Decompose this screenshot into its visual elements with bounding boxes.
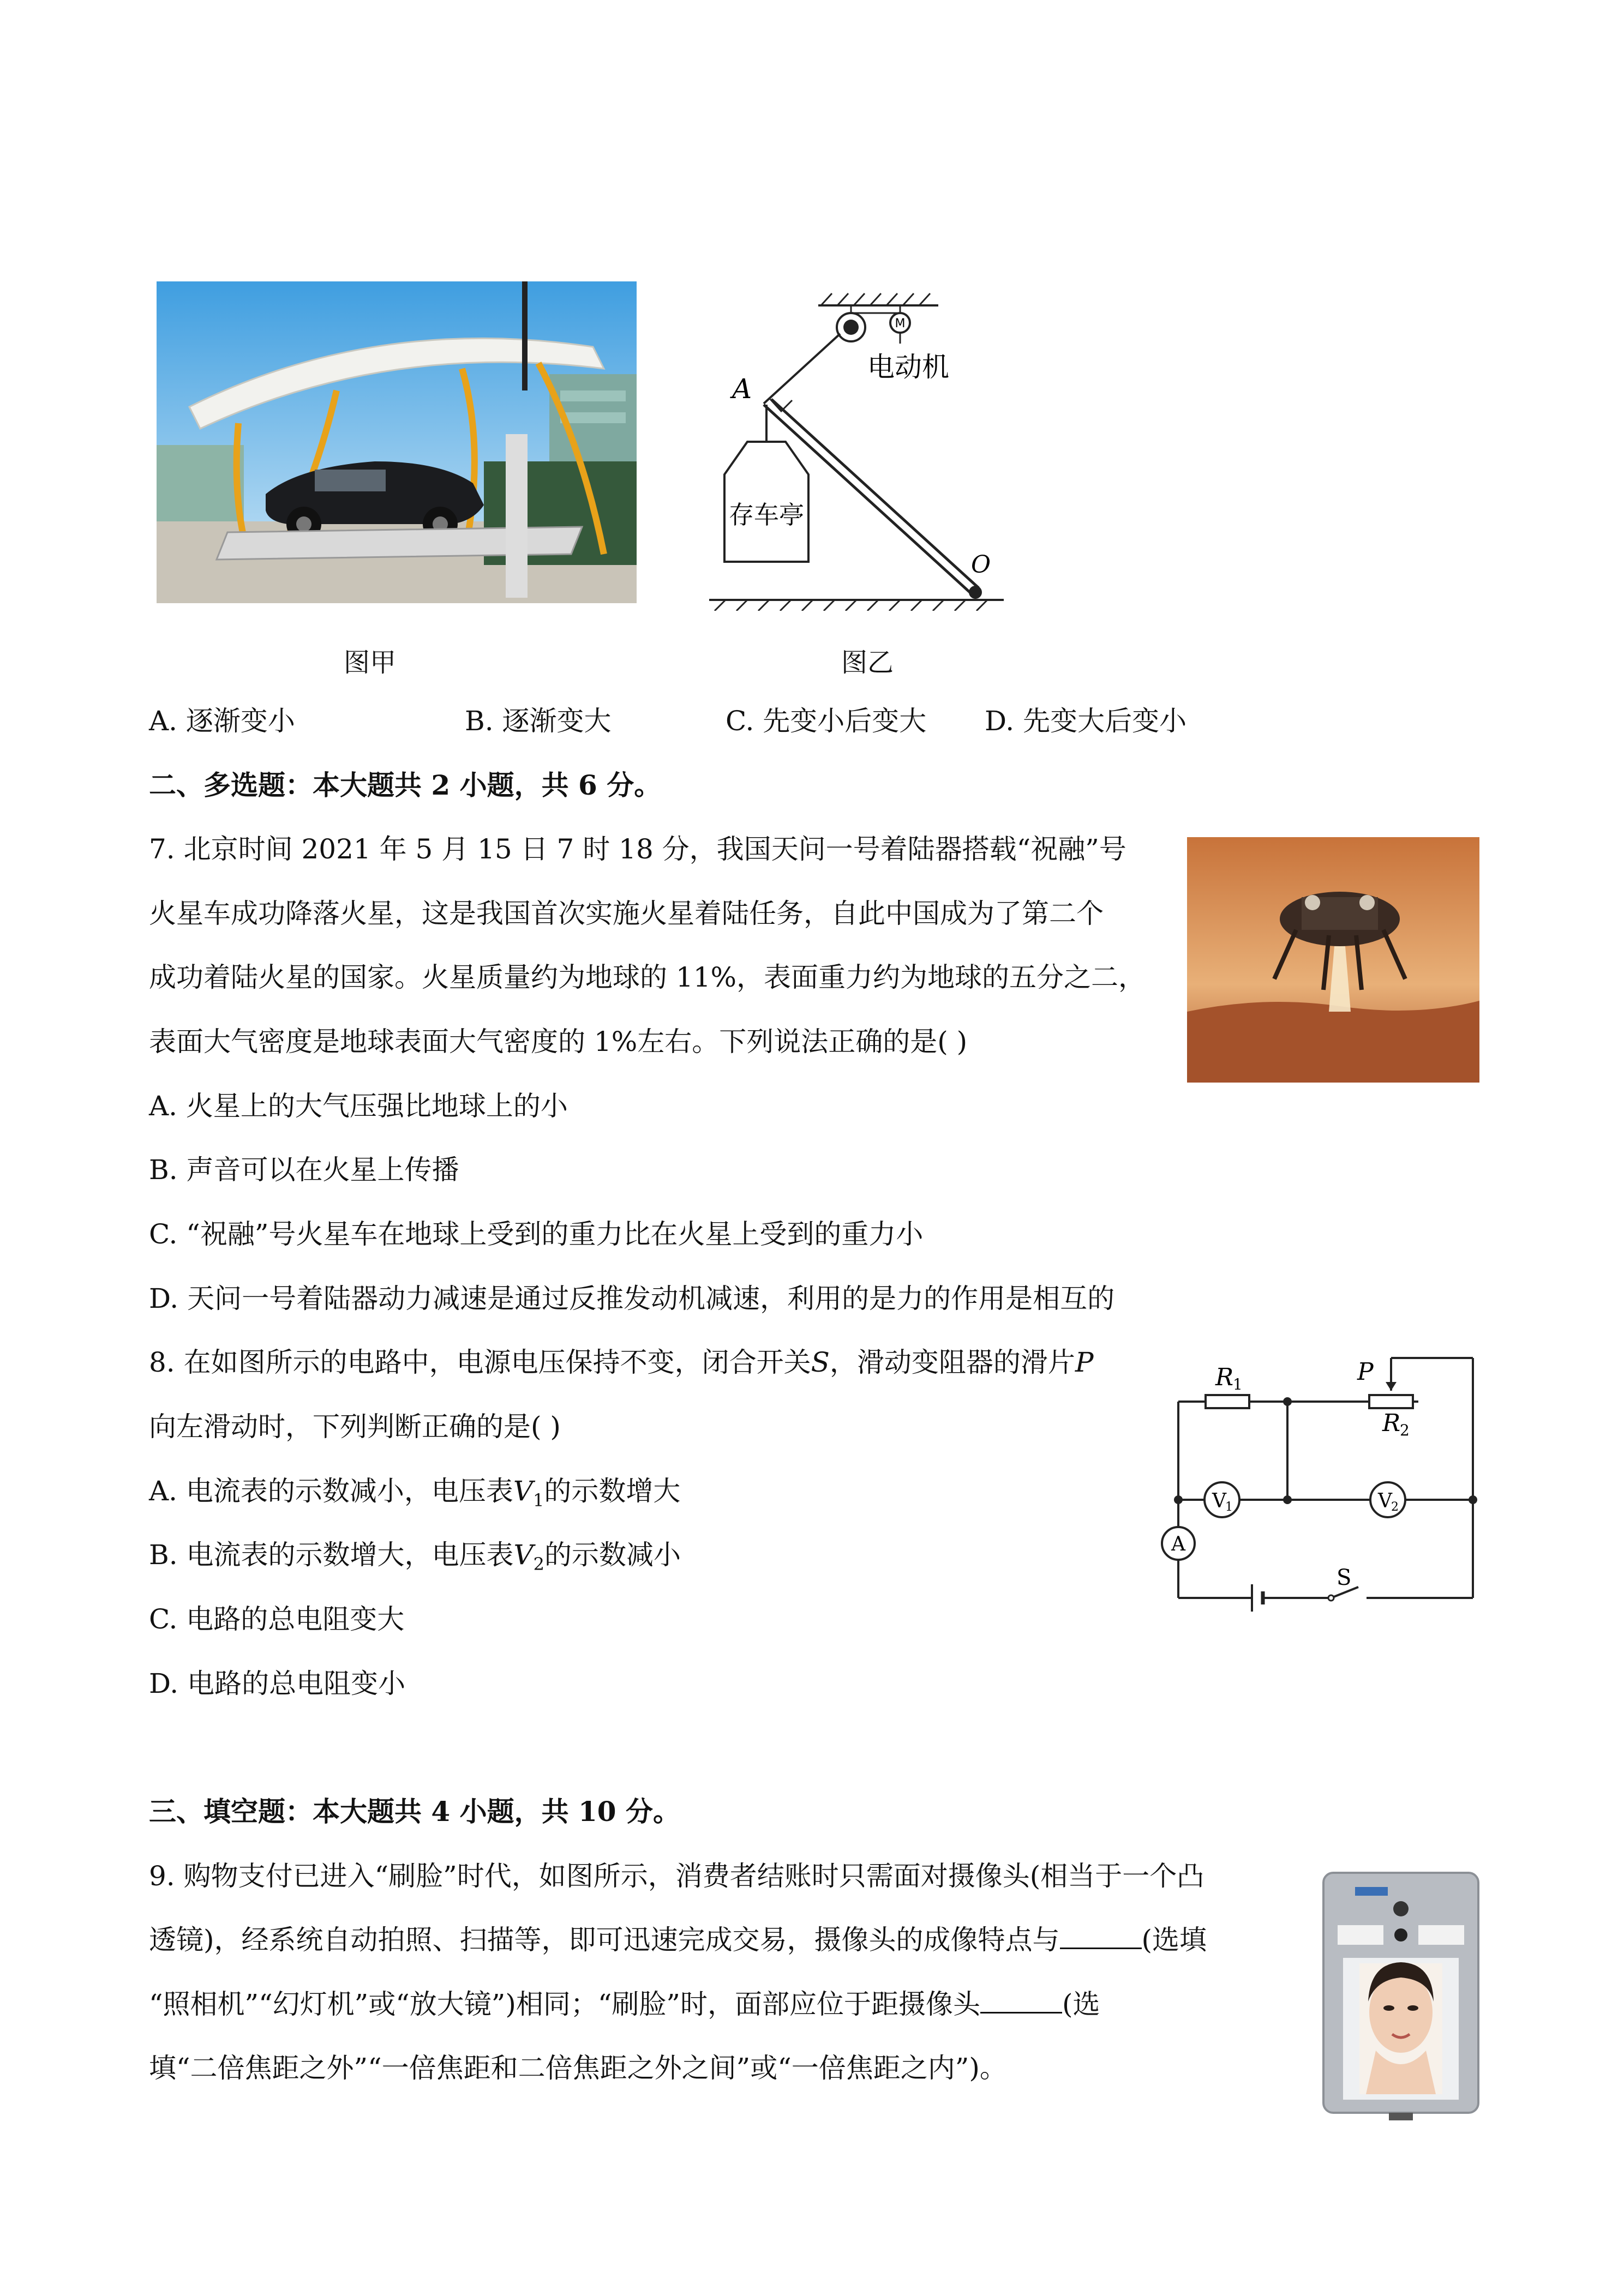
- q8-option-b-pre: B. 电流表的示数增大，电压表: [149, 1539, 514, 1571]
- q6-option-d: D. 先变大后变小: [985, 705, 1187, 737]
- q8-line-2: 向左滑动时，下列判断正确的是( ): [149, 1411, 561, 1442]
- answer-blank-2[interactable]: [980, 1990, 1062, 2013]
- q8-option-a-post: 的示数增大: [544, 1475, 681, 1507]
- section-2-title: 二、多选题：本大题共 2 小题，共 6 分。: [149, 769, 662, 801]
- pulley-diagram: [709, 284, 1015, 611]
- q8-option-a: [149, 1475, 680, 1517]
- motor-label: 电动机: [867, 351, 949, 383]
- q9-line-3-suffix: (选: [1062, 1988, 1100, 2020]
- q9-line-1: 9. 购物支付已进入“刷脸”时代，如图所示，消费者结账时只需面对摄像头(相当于一个凸: [149, 1860, 1204, 1892]
- q9-line-3-text: “照相机”“幻灯机”或“放大镜”)相同；“刷脸”时，面部应位于距摄像头: [149, 1988, 980, 2020]
- section-3-title: 三、填空题：本大题共 4 小题，共 10 分。: [149, 1795, 680, 1828]
- q8-option-a-sub: 1: [533, 1490, 544, 1511]
- q8-option-a-pre: A. 电流表的示数减小，电压表: [149, 1475, 513, 1507]
- q8-option-b-sub: 2: [533, 1554, 544, 1574]
- mars-lander-photo: [1187, 837, 1479, 1083]
- q6-option-c: C. 先变小后变大: [726, 705, 927, 737]
- q8-option-a-voltmeter: V: [513, 1475, 534, 1507]
- q7-option-c: C. “祝融”号火星车在地球上受到的重力比在火星上受到的重力小: [149, 1218, 924, 1250]
- v2-sub-label: 2: [1391, 1500, 1399, 1514]
- switch-label: S: [1337, 1565, 1352, 1590]
- q7-line-1: 7. 北京时间 2021 年 5 月 15 日 7 时 18 分，我国天问一号着陆器搭载“祝融”号: [149, 833, 1126, 865]
- q8-option-c: C. 电路的总电阻变大: [149, 1603, 405, 1635]
- r2-label: R: [1382, 1409, 1401, 1437]
- q6-option-b: B. 逐渐变大: [465, 705, 612, 737]
- q9-line-3: [149, 1988, 1100, 2021]
- v1-label: V: [1212, 1490, 1226, 1512]
- q8-option-b: [149, 1538, 681, 1580]
- circuit-diagram: [1151, 1347, 1489, 1620]
- q7-option-a: A. 火星上的大气压强比地球上的小: [149, 1090, 568, 1122]
- r1-label: R: [1215, 1363, 1234, 1391]
- q8-line-1-text-b: ，滑动变阻器的滑片: [829, 1347, 1075, 1378]
- v1-sub-label: 1: [1225, 1500, 1233, 1514]
- parking-kiosk-photo: [157, 281, 637, 603]
- figure-jia-caption: 图甲: [344, 647, 397, 678]
- motor-symbol-label: M: [895, 317, 906, 330]
- q7-option-b: B. 声音可以在火星上传播: [149, 1154, 459, 1186]
- q9-line-4: 填“二倍焦距之外”“一倍焦距和二倍焦距之外之间”或“一倍焦距之内”)。: [149, 2052, 1007, 2084]
- r1-sub-label: 1: [1233, 1375, 1243, 1393]
- v2-label: V: [1378, 1490, 1392, 1512]
- q9-line-2: [149, 1924, 1207, 1956]
- q6-option-a: A. 逐渐变小: [149, 705, 295, 737]
- kiosk-label: 存车亭: [729, 500, 804, 530]
- q8-line-1: [149, 1346, 1094, 1379]
- slider-symbol-p: P: [1075, 1347, 1094, 1378]
- figure-yi-caption: 图乙: [841, 647, 894, 678]
- q9-line-2-suffix: (选填: [1141, 1924, 1207, 1956]
- q8-option-b-post: 的示数减小: [544, 1539, 681, 1571]
- q8-option-b-voltmeter: V: [513, 1539, 534, 1571]
- q7-line-2: 火星车成功降落火星，这是我国首次实施火星着陆任务，自此中国成为了第二个: [149, 898, 1104, 929]
- q7-option-d: D. 天问一号着陆器动力减速是通过反推发动机减速，利用的是力的作用是相互的: [149, 1283, 1115, 1314]
- point-a-label: A: [732, 373, 752, 405]
- r2-sub-label: 2: [1400, 1421, 1410, 1439]
- switch-symbol-s: S: [811, 1347, 830, 1378]
- point-o-label: O: [971, 551, 991, 579]
- q7-line-3: 成功着陆火星的国家。火星质量约为地球的 11%，表面重力约为地球的五分之二，: [149, 961, 1146, 993]
- answer-blank-1[interactable]: [1060, 1926, 1142, 1949]
- q8-option-d: D. 电路的总电阻变小: [149, 1668, 406, 1699]
- q9-line-2-text: 透镜)，经系统自动拍照、扫描等，即可迅速完成交易，摄像头的成像特点与: [149, 1924, 1060, 1956]
- q7-line-4: 表面大气密度是地球表面大气密度的 1%左右。下列说法正确的是( ): [149, 1026, 968, 1057]
- p-label: P: [1357, 1358, 1374, 1386]
- face-payment-device: [1321, 1871, 1481, 2121]
- ammeter-label: A: [1171, 1533, 1185, 1555]
- q8-line-1-text-a: 8. 在如图所示的电路中，电源电压保持不变，闭合开关: [149, 1347, 811, 1378]
